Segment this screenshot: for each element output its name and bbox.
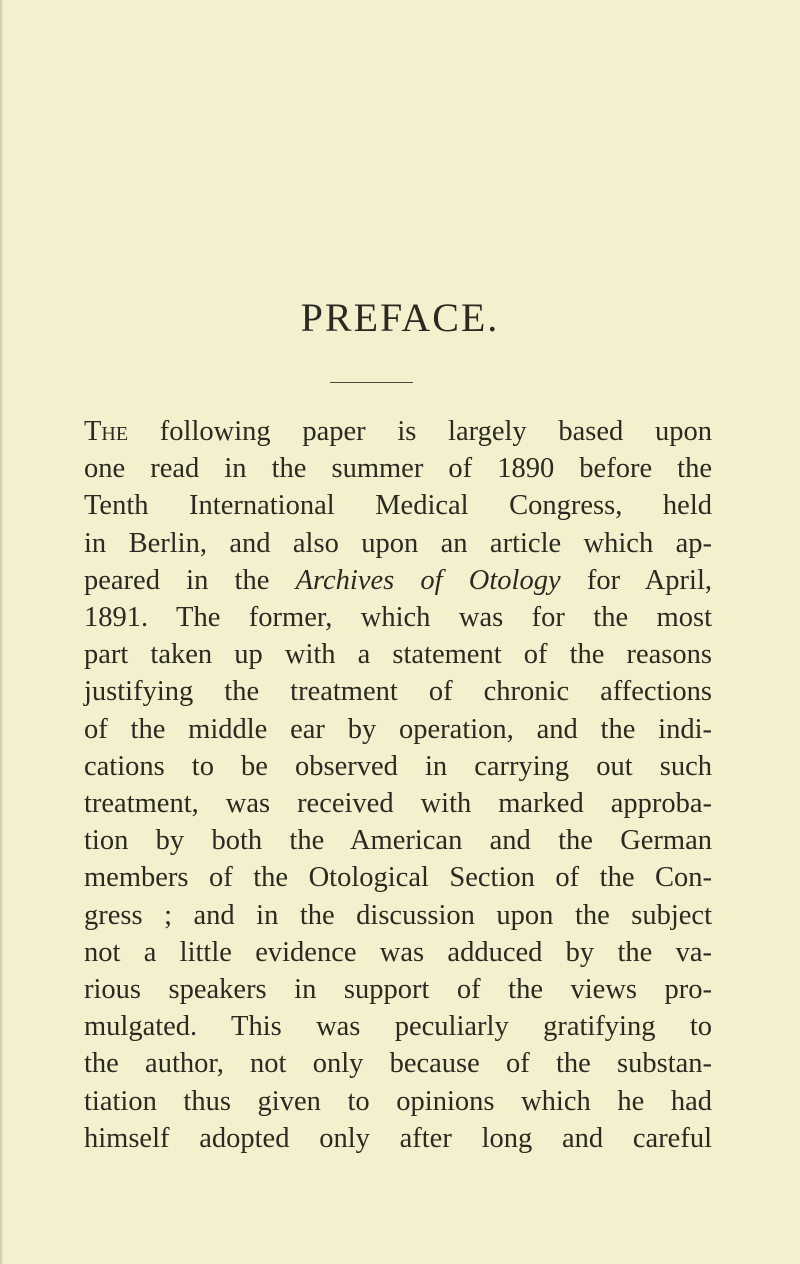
text-line-15: not a little evidence was adduced by the va- — [84, 936, 712, 968]
text-line-16: rious speakers in support of the views pro- — [84, 974, 712, 1006]
text-line-10: cations to be observed in carrying out such — [84, 750, 712, 782]
text-line-14: gress ; and in the discussion upon the subject — [84, 899, 712, 931]
text-line-7: part taken up with a statement of the reasons — [84, 639, 712, 671]
first-word: The — [84, 416, 129, 447]
text-line-9: of the middle ear by operation, and the indi- — [84, 713, 712, 745]
text-line-19: tiation thus given to opinions which he had — [84, 1085, 712, 1117]
journal-title: Archives of Otology — [295, 564, 561, 596]
text-line-1 — [84, 413, 712, 450]
text-line-11: treatment, was received with marked approba- — [84, 788, 712, 820]
text-line-13: members of the Otological Section of the Con- — [84, 862, 712, 894]
text-line-12: tion by both the American and the German — [84, 825, 712, 857]
line-1-text: following paper is largely based upon — [128, 416, 712, 447]
page-title: PREFACE. — [300, 295, 500, 340]
page-edge — [0, 0, 3, 1264]
text-line-6: 1891. The former, which was for the most — [84, 602, 712, 634]
preface-body — [84, 413, 712, 1157]
text-line-4: in Berlin, and also upon an article which ap- — [84, 527, 712, 559]
line-5-after: for April, — [560, 564, 712, 596]
text-line-18: the author, not only because of the substan- — [84, 1048, 712, 1080]
text-line-17: mulgated. This was peculiarly gratifying to — [84, 1011, 712, 1043]
text-line-2: one read in the summer of 1890 before the — [84, 453, 712, 485]
line-5-before: peared in the — [84, 564, 296, 596]
text-line-5 — [84, 562, 712, 599]
heading-rule — [330, 382, 413, 383]
text-line-3: Tenth International Medical Congress, held — [84, 490, 712, 522]
text-line-20: himself adopted only after long and careful — [84, 1122, 712, 1154]
text-line-8: justifying the treatment of chronic affections — [84, 676, 712, 708]
